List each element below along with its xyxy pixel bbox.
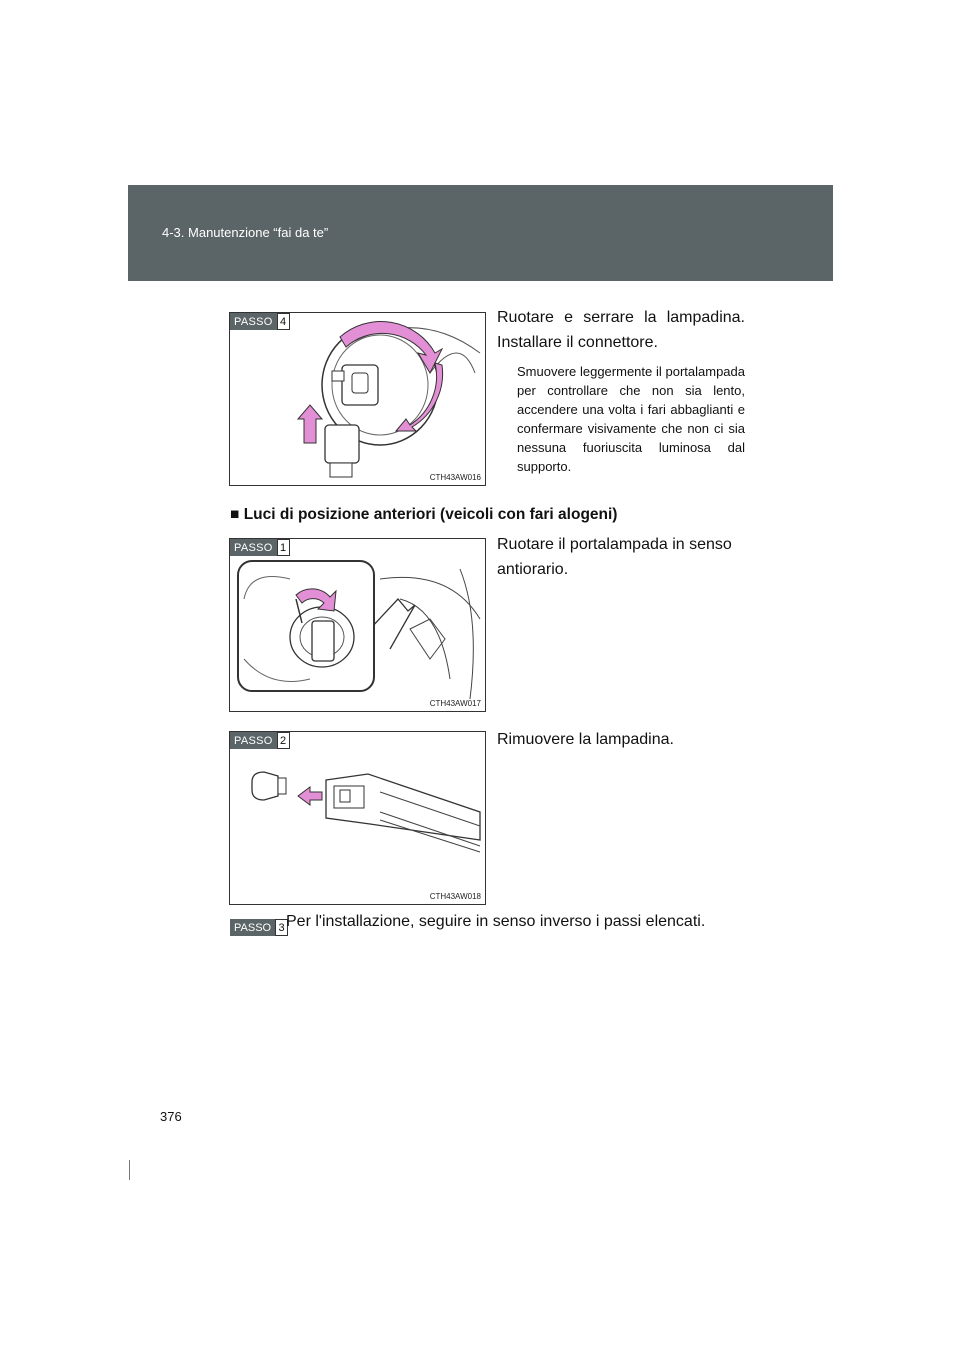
section-title: 4-3. Manutenzione “fai da te” (162, 225, 329, 240)
section-marker: ■ (230, 506, 240, 523)
bulb-removal-illustration (230, 732, 485, 904)
step-1-instruction: Ruotare il portalampada in senso antiorario. (497, 536, 732, 578)
step-3-instruction: Per l'installazione, seguire in senso inverso i passi elencati. (286, 913, 706, 930)
step-badge-number: 4 (277, 313, 290, 330)
step-3-badge (230, 919, 288, 936)
chapter-header (128, 185, 833, 281)
figure-step-2 (229, 731, 486, 905)
step-badge-number: 2 (277, 732, 290, 749)
step-badge-number: 3 (275, 919, 288, 936)
step-badge (230, 313, 290, 330)
section-heading-text: Luci di posizione anteriori (veicoli con fari alogeni) (243, 506, 618, 523)
step-badge (230, 539, 290, 556)
bulb-connector-illustration (230, 313, 485, 485)
figure-code: CTH43AW016 (429, 473, 481, 482)
step-badge-label: PASSO (230, 313, 277, 330)
section-heading (230, 506, 617, 524)
headlamp-socket-illustration (230, 539, 485, 711)
step-4-note: Smuovere leggermente il portalampada per controllare che non sia lento, accendere una volta i fari abbaglianti e confermare visivamente che non ci sia nessuna fuoriuscita luminosa dal supporto. (517, 364, 745, 474)
step-badge-number: 1 (277, 539, 290, 556)
margin-mark (129, 1160, 130, 1180)
step-2-instruction: Rimuovere la lampadina. (497, 731, 674, 748)
step-badge-label: PASSO (230, 732, 277, 749)
step-badge (230, 732, 290, 749)
figure-step-1 (229, 538, 486, 712)
figure-code: CTH43AW017 (429, 699, 481, 708)
step-4-instruction: Ruotare e serrare la lampadina. Installare il connettore. (497, 309, 745, 351)
page-number: 376 (160, 1109, 182, 1124)
step-badge-label: PASSO (230, 919, 275, 936)
step-badge-label: PASSO (230, 539, 277, 556)
figure-step-4 (229, 312, 486, 486)
figure-code: CTH43AW018 (429, 892, 481, 901)
